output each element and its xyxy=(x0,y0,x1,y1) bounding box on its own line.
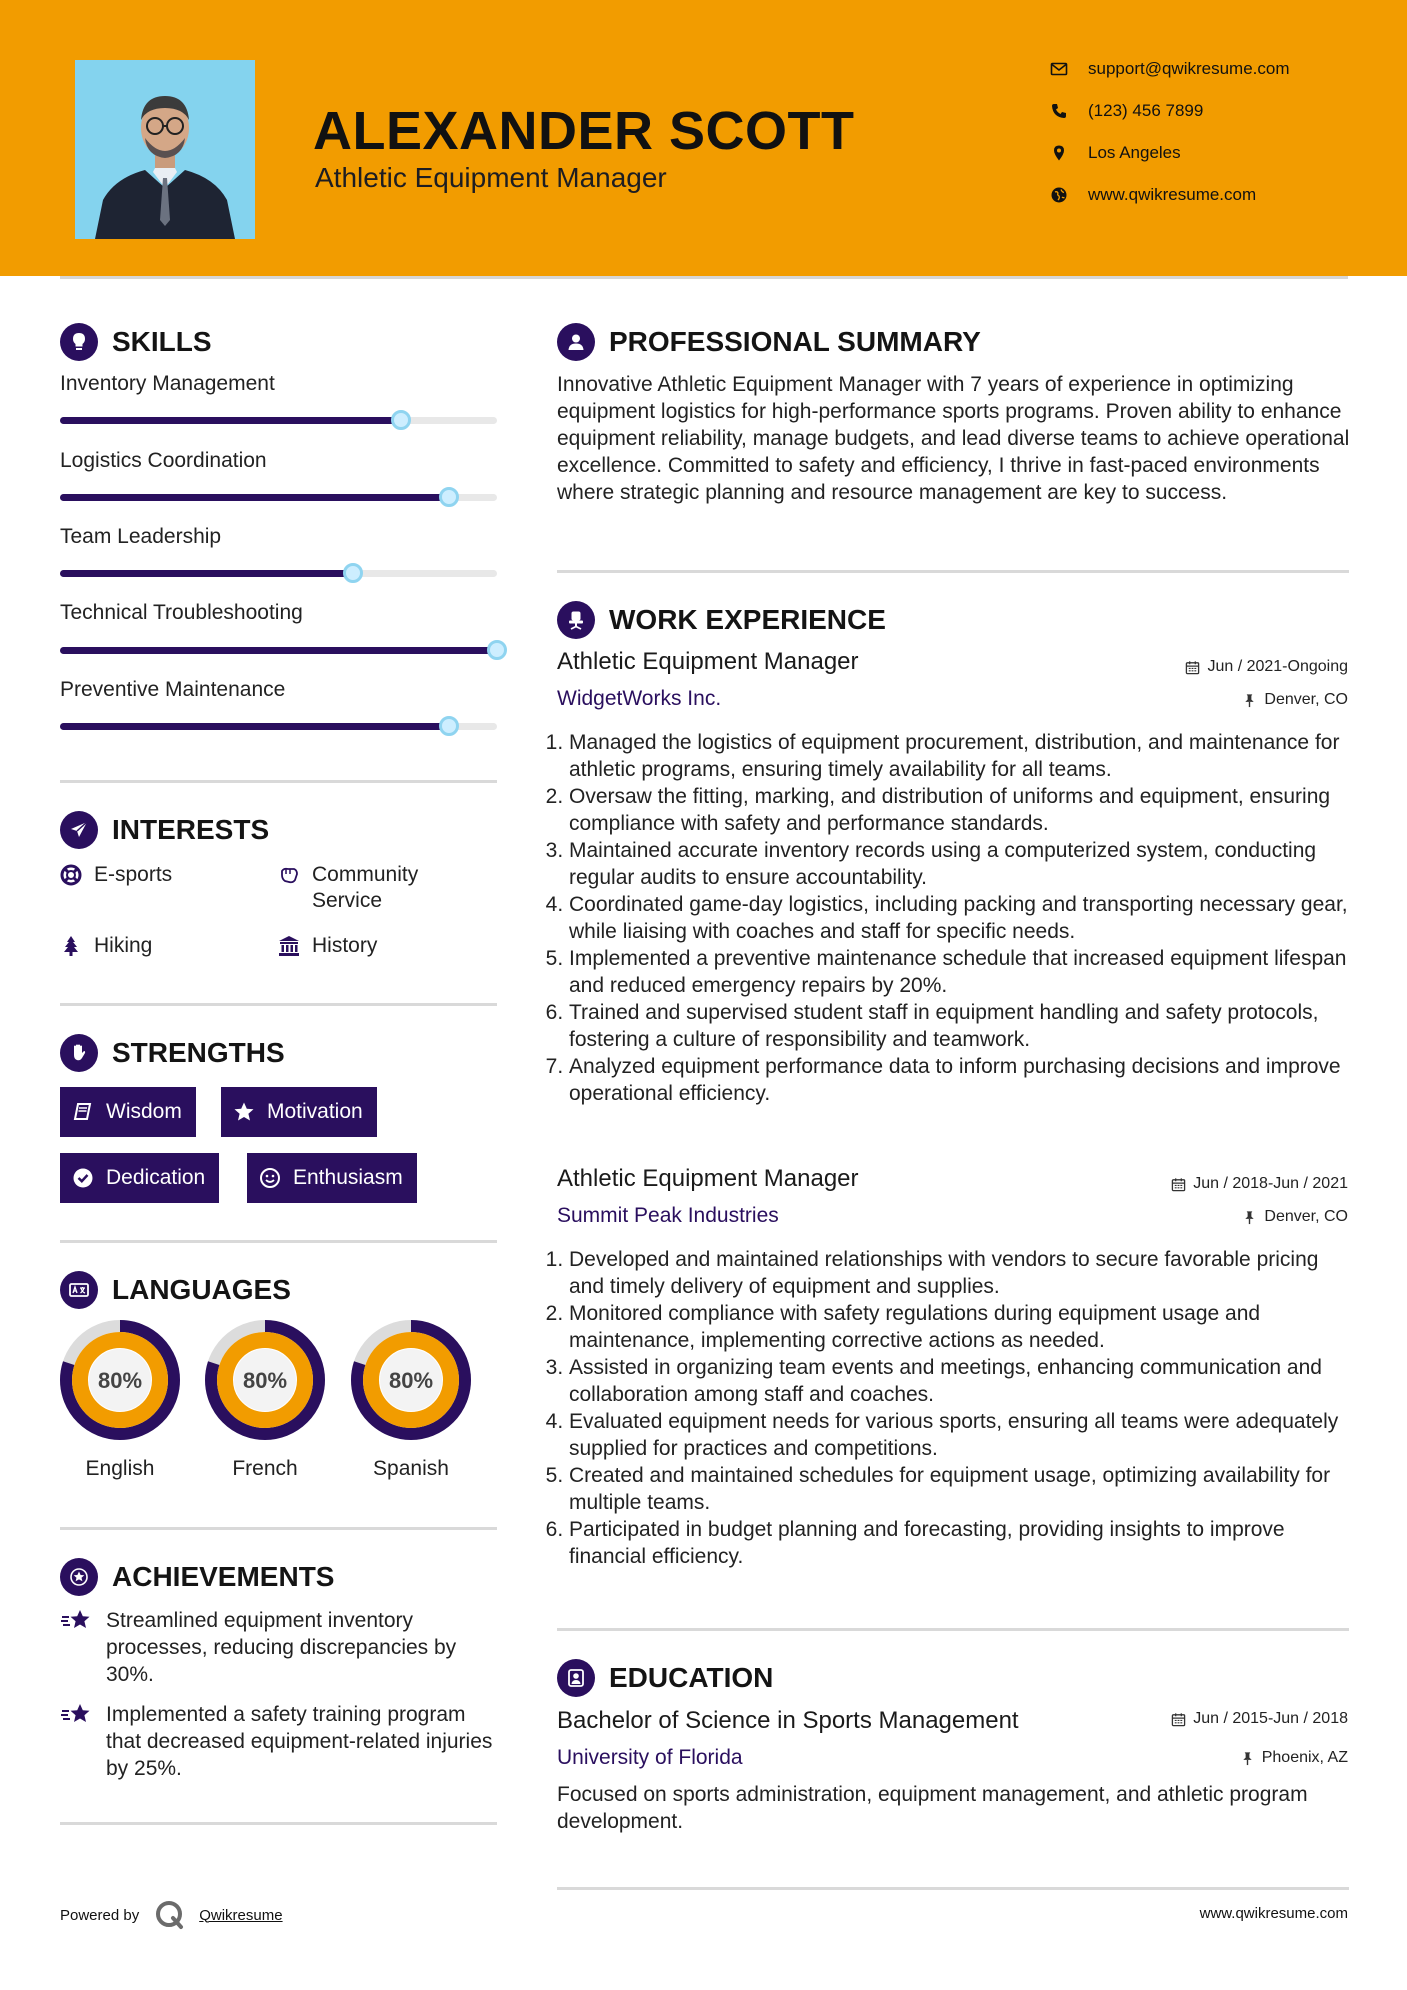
qwikresume-link[interactable]: Qwikresume xyxy=(199,1906,283,1924)
profile-photo xyxy=(75,60,255,239)
job-dates-text: Jun / 2021-Ongoing xyxy=(1207,658,1348,675)
experience-heading xyxy=(557,600,886,640)
strengths-title: STRENGTHS xyxy=(112,1037,285,1068)
skill-label: Inventory Management xyxy=(60,372,275,395)
skill-bar-knob xyxy=(391,410,411,430)
footer-branding xyxy=(60,1898,283,1932)
award-star-icon xyxy=(60,1558,98,1596)
section-divider xyxy=(60,1527,497,1530)
job-bullet: 7. Analyzed equipment performance data to inform purchasing decisions and improve operational efficiency. xyxy=(569,1053,1352,1107)
language-label: Spanish xyxy=(373,1457,449,1480)
contact-email[interactable] xyxy=(1050,57,1290,81)
office-chair-icon xyxy=(557,601,595,639)
user-icon xyxy=(557,323,595,361)
strength-chip xyxy=(221,1087,377,1137)
job-location-text: Denver, CO xyxy=(1264,691,1348,708)
experience-title: WORK EXPERIENCE xyxy=(609,604,886,635)
achievement-text: Implemented a safety training program that decreased equipment-related injuries by 25%. xyxy=(106,1703,493,1780)
skill-bar xyxy=(60,723,497,730)
education-location xyxy=(1240,1749,1348,1767)
contact-location xyxy=(1050,141,1181,165)
job-company: WidgetWorks Inc. xyxy=(557,687,722,710)
skill-bar-fill xyxy=(60,647,497,654)
achievement-item xyxy=(60,1607,497,1688)
interest-label: Community Service xyxy=(312,863,419,912)
strength-label: Enthusiasm xyxy=(293,1166,403,1189)
check-circle-icon xyxy=(72,1167,94,1189)
language-percent: 80% xyxy=(388,1368,434,1393)
calendar-icon xyxy=(1171,1712,1186,1727)
language-donut xyxy=(58,1318,182,1442)
language-item xyxy=(58,1318,182,1481)
language-label: English xyxy=(85,1457,155,1480)
paper-plane-icon xyxy=(60,811,98,849)
job-dates xyxy=(1185,658,1348,676)
achievement-item xyxy=(60,1701,497,1782)
skill-bar-fill xyxy=(60,417,401,424)
pushpin-icon xyxy=(1240,1751,1255,1766)
interest-item xyxy=(278,933,488,959)
raised-fist-icon xyxy=(60,1034,98,1072)
achievements-title: ACHIEVEMENTS xyxy=(112,1561,335,1592)
strength-label: Motivation xyxy=(267,1100,363,1123)
job-bullet: 3. Maintained accurate inventory records using a computerized system, conducting regular audits to ensure accountability. xyxy=(569,837,1352,891)
job-location-text: Denver, CO xyxy=(1264,1208,1348,1225)
job-location xyxy=(1242,691,1348,709)
skill-bar xyxy=(60,417,497,424)
education-heading xyxy=(557,1658,773,1698)
skill-bar-fill xyxy=(60,494,449,501)
language-item xyxy=(349,1318,473,1481)
job-role: Athletic Equipment Manager xyxy=(557,1165,859,1192)
education-title: EDUCATION xyxy=(609,1662,774,1693)
lightbulb-icon xyxy=(60,323,98,361)
interest-item xyxy=(60,933,270,959)
skill-label: Preventive Maintenance xyxy=(60,678,286,701)
pushpin-icon xyxy=(1242,693,1257,708)
interest-label: E-sports xyxy=(94,863,173,886)
shooting-star-icon xyxy=(60,1607,94,1635)
candidate-name: ALEXANDER SCOTT xyxy=(313,101,855,161)
section-divider xyxy=(60,1003,497,1006)
section-divider xyxy=(60,1822,497,1825)
language-percent: 80% xyxy=(97,1368,143,1393)
summary-text: Innovative Athletic Equipment Manager with 7 years of experience in optimizing equipment logistics for high-performance sports programs. Proven ability to enhance equipment reliability, manage budgets, and lead diverse teams to achieve operational excellence. Committed to safety and efficiency, I thrive in fast-paced environments where strategic planning and resource management are key to success. xyxy=(557,373,1350,504)
smile-icon xyxy=(259,1167,281,1189)
job-location xyxy=(1242,1208,1348,1226)
contact-phone-text: (123) 456 7899 xyxy=(1088,101,1204,120)
phone-icon xyxy=(1050,102,1068,120)
interest-item xyxy=(60,862,270,888)
section-divider xyxy=(557,570,1349,573)
powered-by-text: Powered by xyxy=(60,1906,140,1924)
skill-bar xyxy=(60,647,497,654)
job-role: Athletic Equipment Manager xyxy=(557,648,859,675)
education-dates xyxy=(1171,1710,1348,1728)
job-bullet: 5. Implemented a preventive maintenance schedule that increased equipment lifespan and reduced emergency repairs by 20%. xyxy=(569,945,1352,999)
skill-label: Technical Troubleshooting xyxy=(60,601,303,624)
strength-chip xyxy=(60,1087,196,1137)
job-bullets xyxy=(551,1246,1352,1570)
job-company: Summit Peak Industries xyxy=(557,1204,779,1227)
achievement-text: Streamlined equipment inventory processes, reducing discrepancies by 30%. xyxy=(106,1609,457,1686)
section-divider xyxy=(60,780,497,783)
strengths-heading xyxy=(60,1033,285,1073)
shooting-star-icon xyxy=(60,1701,94,1729)
header-divider xyxy=(60,276,1348,279)
job-dates xyxy=(1171,1175,1348,1193)
language-item xyxy=(203,1318,327,1481)
interest-label: Hiking xyxy=(94,934,153,957)
book-icon xyxy=(72,1101,94,1123)
life-ring-icon xyxy=(60,864,82,886)
summary-heading xyxy=(557,322,981,362)
education-location-text: Phoenix, AZ xyxy=(1261,1749,1348,1766)
language-percent: 80% xyxy=(242,1368,288,1393)
languages-heading xyxy=(60,1270,291,1310)
contact-website[interactable] xyxy=(1050,183,1256,207)
job-bullet: 6. Participated in budget planning and forecasting, providing insights to improve financial efficiency. xyxy=(569,1516,1352,1570)
skills-heading xyxy=(60,322,212,362)
pushpin-icon xyxy=(1242,1210,1257,1225)
section-divider xyxy=(557,1887,1349,1890)
contact-phone[interactable] xyxy=(1050,99,1203,123)
language-icon xyxy=(60,1271,98,1309)
skill-label: Logistics Coordination xyxy=(60,449,267,472)
globe-icon xyxy=(1050,186,1068,204)
job-bullet: 4. Evaluated equipment needs for various sports, ensuring all teams were adequately supplied for practices and competitions. xyxy=(569,1408,1352,1462)
education-school: University of Florida xyxy=(557,1746,743,1769)
interests-title: INTERESTS xyxy=(112,814,270,845)
job-bullet: 3. Assisted in organizing team events and meetings, enhancing communication and collaboration among staff and coaches. xyxy=(569,1354,1352,1408)
bank-icon xyxy=(278,935,300,957)
job-bullet: 1. Developed and maintained relationships with vendors to secure favorable pricing and timely delivery of equipment and supplies. xyxy=(569,1246,1352,1300)
skill-bar-knob xyxy=(439,716,459,736)
education-degree: Bachelor of Science in Sports Management xyxy=(557,1707,1019,1734)
strength-label: Dedication xyxy=(106,1166,206,1189)
contact-location-text: Los Angeles xyxy=(1088,143,1181,162)
job-bullet: 4. Coordinated game-day logistics, including packing and transporting necessary gear, while liaising with coaches and staff for specific needs. xyxy=(569,891,1352,945)
calendar-icon xyxy=(1171,1177,1186,1192)
section-divider xyxy=(60,1240,497,1243)
achievements-heading xyxy=(60,1557,334,1597)
skill-bar-knob xyxy=(487,640,507,660)
job-bullet: 1. Managed the logistics of equipment procurement, distribution, and maintenance for athletic programs, ensuring timely availability for all teams. xyxy=(569,729,1352,783)
skill-bar-knob xyxy=(439,487,459,507)
strength-chip xyxy=(247,1153,417,1203)
skill-bar xyxy=(60,570,497,577)
person-photo-icon xyxy=(75,60,255,239)
skill-bar-knob xyxy=(343,563,363,583)
language-donut xyxy=(349,1318,473,1442)
skill-bar xyxy=(60,494,497,501)
job-bullet: 6. Trained and supervised student staff in equipment handling and safety protocols, fostering a culture of responsibility and teamwork. xyxy=(569,999,1352,1053)
education-description: Focused on sports administration, equipment management, and athletic program development. xyxy=(557,1783,1308,1833)
graduate-icon xyxy=(557,1659,595,1697)
qwikresume-logo-icon xyxy=(153,1898,187,1932)
contact-website-text: www.qwikresume.com xyxy=(1088,185,1257,204)
interest-label: History xyxy=(312,934,378,957)
skills-title: SKILLS xyxy=(112,326,212,357)
job-bullets xyxy=(551,729,1352,1107)
language-label: French xyxy=(232,1457,298,1480)
footer-website[interactable]: www.qwikresume.com xyxy=(1199,1905,1348,1922)
contact-email-text: support@qwikresume.com xyxy=(1088,59,1290,78)
section-divider xyxy=(557,1628,1349,1631)
candidate-title: Athletic Equipment Manager xyxy=(315,162,667,193)
job-bullet: 2. Monitored compliance with safety regulations during equipment usage and maintenance, implementing corrective actions as needed. xyxy=(569,1300,1352,1354)
calendar-icon xyxy=(1185,660,1200,675)
interest-item xyxy=(278,862,488,914)
strength-label: Wisdom xyxy=(106,1100,182,1123)
skill-bar-fill xyxy=(60,570,353,577)
tree-icon xyxy=(60,935,82,957)
strength-chip xyxy=(60,1153,219,1203)
summary-title: PROFESSIONAL SUMMARY xyxy=(609,326,981,357)
education-dates-text: Jun / 2015-Jun / 2018 xyxy=(1193,1710,1348,1727)
job-bullet: 5. Created and maintained schedules for equipment usage, optimizing availability for multiple teams. xyxy=(569,1462,1352,1516)
skill-label: Team Leadership xyxy=(60,525,222,548)
star-icon xyxy=(233,1101,255,1123)
job-dates-text: Jun / 2018-Jun / 2021 xyxy=(1193,1175,1348,1192)
job-bullet: 2. Oversaw the fitting, marking, and distribution of uniforms and equipment, ensuring compliance with safety and performance standards. xyxy=(569,783,1352,837)
envelope-icon xyxy=(1050,60,1068,78)
language-donut xyxy=(203,1318,327,1442)
languages-title: LANGUAGES xyxy=(112,1274,291,1305)
handshake-icon xyxy=(278,864,300,886)
interests-heading xyxy=(60,810,269,850)
map-marker-icon xyxy=(1050,144,1068,162)
skill-bar-fill xyxy=(60,723,449,730)
